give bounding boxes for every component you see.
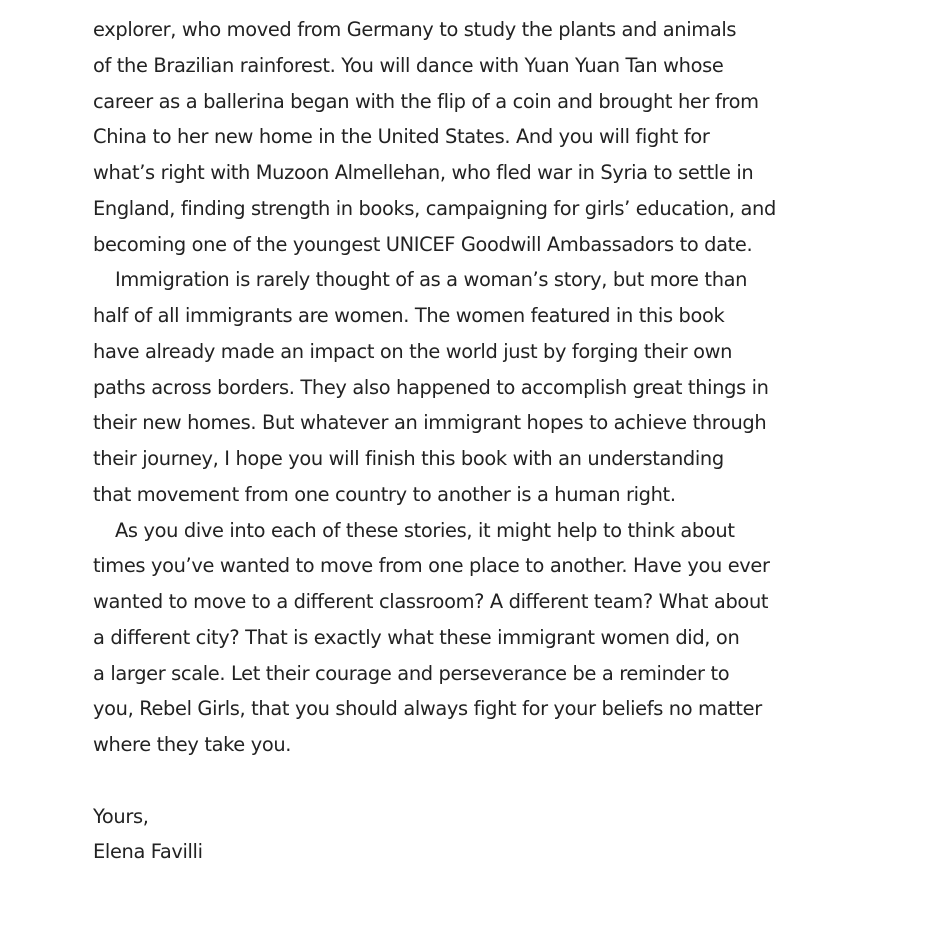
letter-body (93, 12, 853, 763)
text-line: wanted to move to a different classroom? A different team? What about (93, 590, 769, 613)
text-line: you, Rebel Girls, that you should always fight for your beliefs no matter (93, 697, 762, 721)
text-line: times you’ve wanted to move from one place to another. Have you ever (93, 554, 770, 578)
text-line: half of all immigrants are women. The women featured in this book (93, 304, 725, 327)
text-line: that movement from one country to another is a human right. (93, 482, 676, 506)
text-line: China to her new home in the United States. And you will fight for (93, 125, 710, 149)
text-line: explorer, who moved from Germany to study the plants and animals (93, 18, 737, 41)
signature-name: Elena Favilli (93, 840, 203, 864)
text-line: Immigration is rarely thought of as a woman’s story, but more than (115, 268, 748, 292)
paragraph (93, 513, 853, 763)
text-line: their journey, I hope you will finish this book with an understanding (93, 447, 724, 470)
text-line: career as a ballerina began with the flip of a coin and brought her from (93, 89, 759, 113)
letter-page (93, 12, 853, 870)
closing-spacer (93, 763, 853, 799)
text-line: where they take you. (93, 733, 292, 756)
closing-salutation: Yours, (93, 804, 149, 828)
text-line: of the Brazilian rainforest. You will dance with Yuan Yuan Tan whose (93, 53, 724, 77)
text-line: paths across borders. They also happened to accomplish great things in (93, 375, 769, 399)
text-line: have already made an impact on the world just by forging their own (93, 339, 733, 363)
paragraph (93, 12, 853, 262)
text-line: a larger scale. Let their courage and perseverance be a reminder to (93, 661, 730, 685)
paragraph (93, 262, 853, 512)
text-line: becoming one of the youngest UNICEF Goodwill Ambassadors to date. (93, 232, 753, 256)
text-line: England, finding strength in books, campaigning for girls’ education, and (93, 196, 776, 220)
text-line: what’s right with Muzoon Almellehan, who fled war in Syria to settle in (93, 161, 754, 184)
text-line: a different city? That is exactly what these immigrant women did, on (93, 625, 740, 649)
text-line: As you dive into each of these stories, it might help to think about (115, 518, 735, 542)
text-line: their new homes. But whatever an immigrant hopes to achieve through (93, 411, 767, 435)
